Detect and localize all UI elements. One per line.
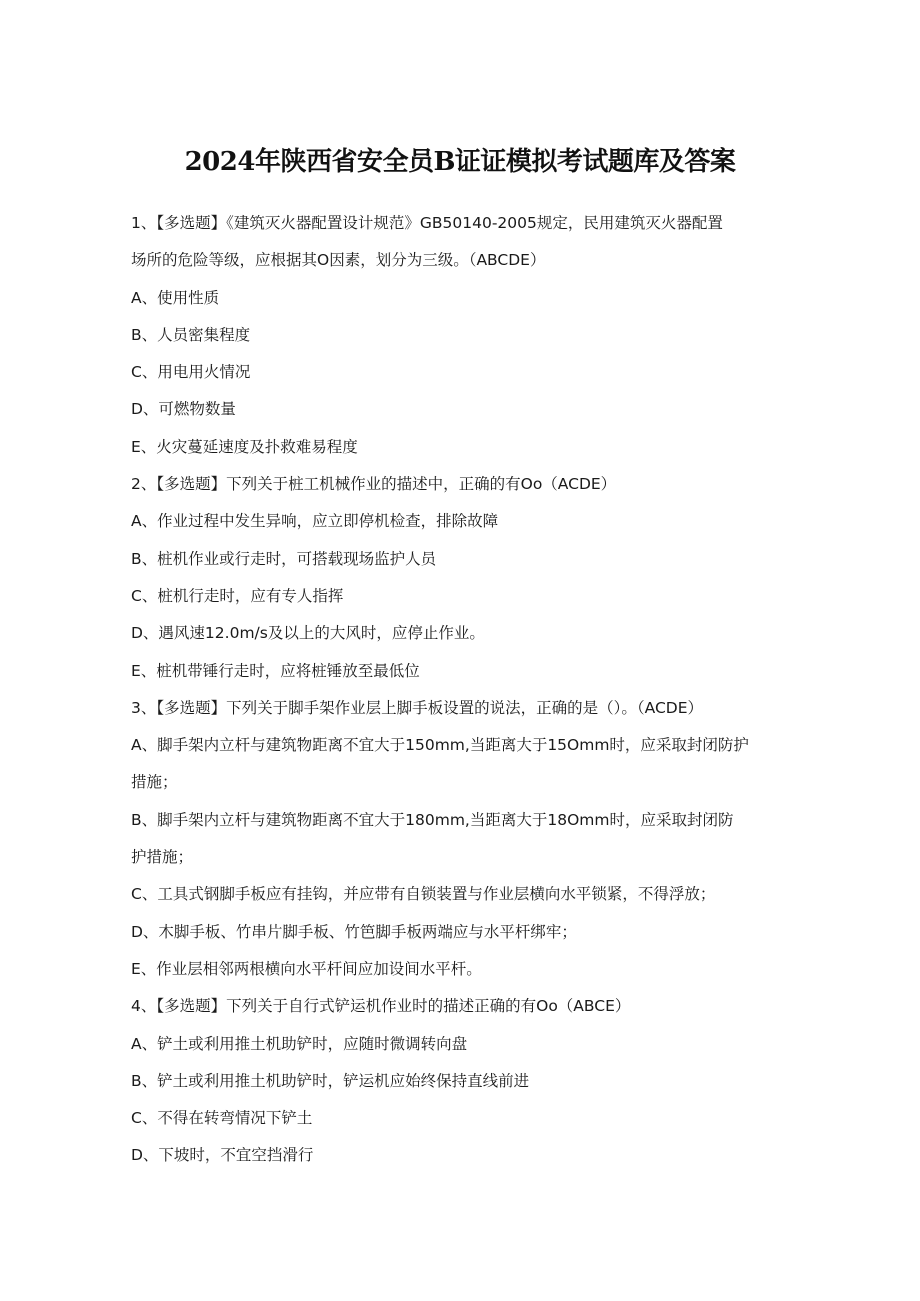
q4-option-b: B、铲土或利用推土机助铲时，铲运机应始终保持直线前进: [131, 1071, 530, 1090]
page-title: 2024年陕西省安全员B证证模拟考试题库及答案: [184, 147, 736, 177]
q3-stem: 3、【多选题】下列关于脚手架作业层上脚手板设置的说法，正确的是（）。（ACDE）: [131, 698, 703, 717]
q1-option-e: E、火灾蔓延速度及扑救难易程度: [131, 437, 358, 456]
q2-option-b: B、桩机作业或行走时，可搭载现场监护人员: [131, 549, 437, 568]
q3-option-e: E、作业层相邻两根横向水平杆间应加设间水平杆。: [131, 959, 482, 978]
q4-option-c: C、不得在转弯情况下铲土: [131, 1109, 313, 1128]
q1-stem-line-2: 场所的危险等级，应根据其O因素，划分为三级。（ABCDE）: [131, 251, 546, 270]
q2-option-e: E、桩机带锤行走时，应将桩锤放至最低位: [131, 661, 420, 680]
q3-option-b-line-1: B、脚手架内立杆与建筑物距离不宜大于180mm,当距离大于18Omm时，应采取封闭防: [131, 810, 734, 829]
q1-option-d: D、可燃物数量: [131, 400, 236, 419]
q4-option-d: D、下坡时，不宜空挡滑行: [131, 1146, 314, 1165]
q1-option-c: C、用电用火情况: [131, 363, 251, 382]
q2-option-c: C、桩机行走时，应有专人指挥: [131, 586, 344, 605]
q3-option-a-line-2: 措施；: [131, 773, 178, 792]
q1-stem-line-1: 1、【多选题】《建筑灭火器配置设计规范》GB50140-2005规定，民用建筑灭火器配置: [131, 214, 723, 232]
q4-option-a: A、铲土或利用推土机助铲时，应随时微调转向盘: [131, 1034, 468, 1053]
q3-option-c: C、工具式钢脚手板应有挂钩，并应带有自锁装置与作业层横向水平锁紧，不得浮放；: [131, 885, 716, 904]
question-list: [131, 205, 791, 1175]
q2-option-d: D、遇风速12.0m∕s及以上的大风时，应停止作业。: [131, 624, 485, 643]
q2-stem: 2、【多选题】下列关于桩工机械作业的描述中，正确的有Oo（ACDE）: [131, 475, 617, 494]
q2-option-a: A、作业过程中发生异响，应立即停机检查，排除故障: [131, 512, 499, 531]
q3-option-b-line-2: 护措施；: [131, 848, 194, 867]
q3-option-d: D、木脚手板、竹串片脚手板、竹笆脚手板两端应与水平杆绑牢；: [131, 922, 577, 941]
q4-stem: 4、【多选题】下列关于自行式铲运机作业时的描述正确的有Oo（ABCE）: [131, 997, 631, 1016]
q3-option-a-line-1: A、脚手架内立杆与建筑物距离不宜大于150mm,当距离大于15Omm时，应采取封闭防护: [131, 736, 749, 755]
q1-option-a: A、使用性质: [131, 288, 220, 307]
q1-option-b: B、人员密集程度: [131, 325, 251, 344]
